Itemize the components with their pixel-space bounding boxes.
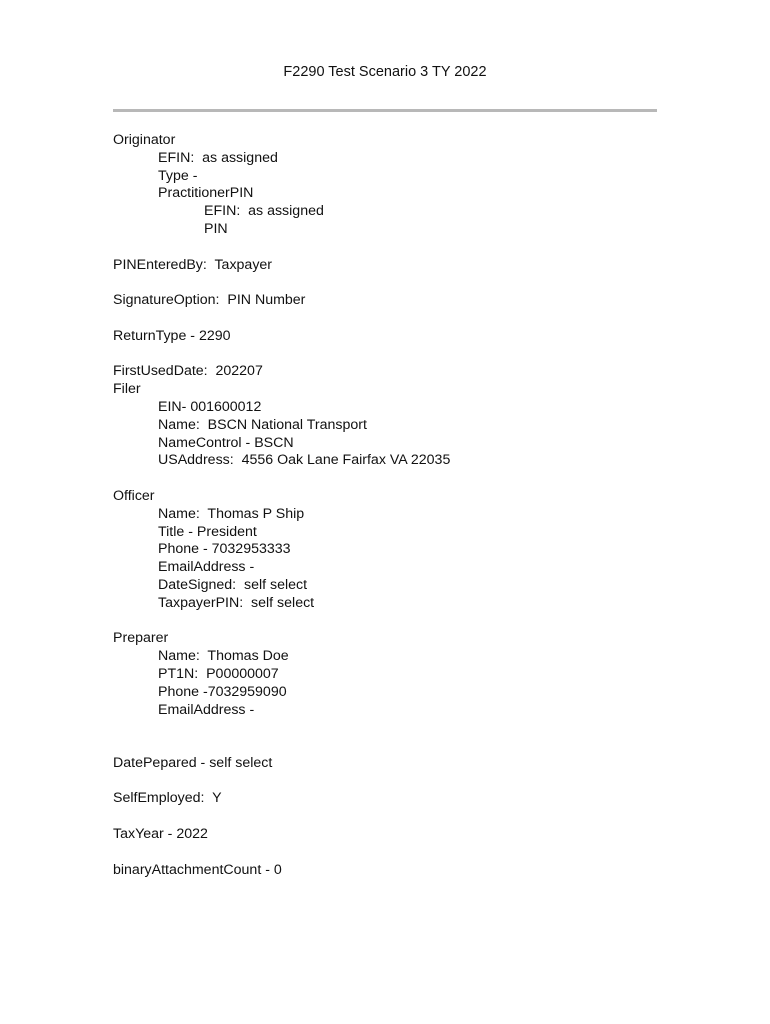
- document-title: F2290 Test Scenario 3 TY 2022: [283, 64, 487, 80]
- spacer: [113, 773, 673, 791]
- first-used-date: FirstUsedDate: 202207: [113, 363, 263, 380]
- officer-taxpayer-pin: TaxpayerPIN: self select: [158, 594, 315, 611]
- document-body: [113, 132, 673, 879]
- filer-name: Name: BSCN National Transport: [158, 416, 367, 433]
- filer-heading: Filer: [113, 381, 141, 398]
- officer-phone: Phone - 7032953333: [158, 541, 291, 558]
- preparer-phone: Phone -7032959090: [158, 683, 287, 700]
- preparer-heading: Preparer: [113, 630, 169, 647]
- filer-us-address: USAddress: 4556 Oak Lane Fairfax VA 22035: [158, 452, 451, 469]
- spacer: [113, 613, 673, 631]
- spacer: [113, 346, 673, 364]
- filer-name-control: NameControl - BSCN: [158, 434, 294, 451]
- binary-attachment-count: binaryAttachmentCount - 0: [113, 861, 282, 878]
- officer-date-signed: DateSigned: self select: [158, 576, 308, 593]
- self-employed: SelfEmployed: Y: [113, 790, 222, 807]
- spacer: [113, 239, 673, 257]
- spacer: [113, 844, 673, 862]
- spacer: [113, 719, 673, 755]
- preparer-ptin: PT1N: P00000007: [158, 665, 279, 682]
- originator-heading: Originator: [113, 132, 176, 148]
- spacer: [113, 470, 673, 488]
- header-divider: [113, 109, 657, 112]
- preparer-name: Name: Thomas Doe: [158, 648, 289, 665]
- officer-email: EmailAddress -: [158, 559, 255, 576]
- preparer-email: EmailAddress -: [158, 701, 255, 718]
- date-prepared: DatePepared - self select: [113, 754, 273, 771]
- originator-type: Type -: [158, 167, 198, 184]
- officer-heading: Officer: [113, 487, 155, 504]
- pin-entered-by: PINEnteredBy: Taxpayer: [113, 256, 273, 273]
- spacer: [113, 808, 673, 826]
- officer-name: Name: Thomas P Ship: [158, 505, 305, 522]
- tax-year: TaxYear - 2022: [113, 826, 208, 843]
- practitioner-efin: EFIN: as assigned: [204, 203, 324, 220]
- practitioner-pin: PIN: [204, 220, 228, 237]
- officer-title: Title - President: [158, 523, 257, 540]
- spacer: [113, 310, 673, 328]
- filer-ein: EIN- 001600012: [158, 398, 262, 415]
- return-type: ReturnType - 2290: [113, 327, 231, 344]
- originator-efin: EFIN: as assigned: [158, 149, 278, 166]
- spacer: [113, 274, 673, 292]
- signature-option: SignatureOption: PIN Number: [113, 292, 306, 309]
- practitioner-pin-heading: PractitionerPIN: [158, 185, 254, 202]
